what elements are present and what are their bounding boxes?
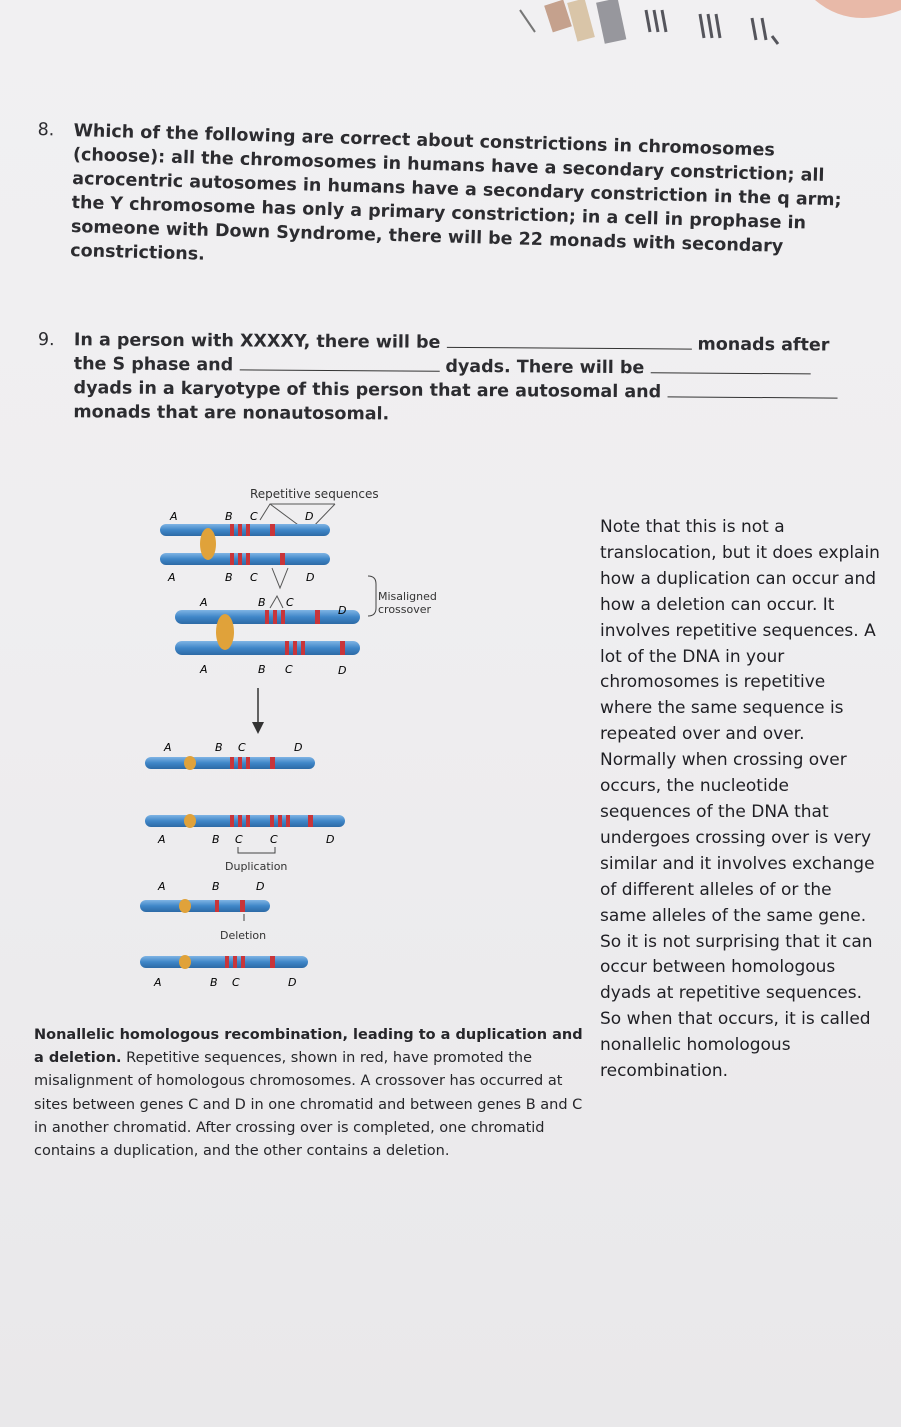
question-9-number: 9. <box>37 329 55 351</box>
question-9-text: In a person with XXXXY, there will be monads after the S phase and dyads. There will be dyads in a karyotype of this person that are autosomal and monads that are nonautosomal. <box>73 328 868 430</box>
recombination-figure <box>130 478 470 998</box>
svg-text:B: B <box>225 571 233 584</box>
svg-text:A: A <box>200 596 208 609</box>
svg-text:B: B <box>258 663 266 676</box>
homolog-pair-top <box>160 510 330 588</box>
side-note: Note that this is not a translocation, but it does explain how a duplication can occur and how a deletion can occur. It involves repetitive sequences. A lot of the DNA in your chromosomes is repetitive where the same sequence is repeated over and over. Normally when crossing over occurs, the nucleotide sequences of the DNA that undergoes crossing over is very similar and it involves exchange of different alleles of or the same alleles of the same gene. So it is not surprising that it can occur between homologous dyads at repetitive sequences. So when that occurs, it is called nonallelic homologous recombination. <box>600 517 880 1082</box>
svg-text:B: B <box>258 596 266 609</box>
svg-text:D: D <box>305 510 314 523</box>
svg-text:C: C <box>286 596 294 609</box>
svg-text:C: C <box>238 741 246 754</box>
misaligned-crossover-label: Misaligned crossover <box>378 590 437 616</box>
svg-text:B: B <box>212 880 220 893</box>
svg-text:C: C <box>250 571 258 584</box>
question-9 <box>37 328 868 430</box>
svg-text:D: D <box>326 833 335 846</box>
svg-text:D: D <box>306 571 315 584</box>
caption-title: Nonallelic homologous recombination, leading to a duplication and a deletion. <box>34 1027 583 1067</box>
svg-text:D: D <box>338 604 347 617</box>
svg-text:A: A <box>158 833 166 846</box>
caption-text: Repetitive sequences, shown in red, have promoted the misalignment of homologous chromosomes. A crossover has occurred at sites between genes C and D in one chromatid and between genes B and C in another chromatid. After crossing over is completed, one chromatid contains a duplication, and the other contains a deletion. <box>34 1050 583 1160</box>
svg-text:C: C <box>235 833 243 846</box>
svg-text:C: C <box>285 663 293 676</box>
svg-text:A: A <box>170 510 178 523</box>
homolog-pair-misaligned <box>175 576 437 677</box>
duplication-label: Duplication <box>225 860 288 873</box>
svg-text:B: B <box>210 976 218 989</box>
svg-text:B: B <box>215 741 223 754</box>
page-edge-decoration <box>0 0 901 80</box>
blank-1[interactable] <box>446 331 691 350</box>
svg-text:A: A <box>158 880 166 893</box>
svg-text:B: B <box>225 510 233 523</box>
svg-text:D: D <box>256 880 265 893</box>
result-chromatids <box>140 741 345 989</box>
svg-text:D: D <box>338 664 347 677</box>
svg-text:C: C <box>270 833 278 846</box>
question-8 <box>34 118 868 285</box>
figure-caption <box>34 1024 594 1163</box>
svg-text:D: D <box>288 976 297 989</box>
question-8-number: 8. <box>37 119 55 141</box>
svg-text:B: B <box>212 833 220 846</box>
svg-text:A: A <box>200 663 208 676</box>
svg-text:C: C <box>250 510 258 523</box>
question-8-text: Which of the following are correct about constrictions in chromosomes (choose): all the chromosomes in humans have a secondary constriction; all acrocentric autosomes in humans have a secondary constriction in the q arm; the Y chromosome has only a primary constriction; in a cell in prophase in someone with Down Syndrome, there will be 22 monads with secondary constrictions. <box>70 121 842 265</box>
deletion-label: Deletion <box>220 929 267 942</box>
svg-text:A: A <box>154 976 162 989</box>
svg-text:D: D <box>294 741 303 754</box>
svg-text:A: A <box>168 571 176 584</box>
blank-4[interactable] <box>667 380 837 398</box>
blank-2[interactable] <box>239 353 439 371</box>
blank-3[interactable] <box>650 356 810 374</box>
svg-text:C: C <box>232 976 240 989</box>
svg-text:A: A <box>164 741 172 754</box>
repetitive-sequences-label: Repetitive sequences <box>250 487 379 501</box>
